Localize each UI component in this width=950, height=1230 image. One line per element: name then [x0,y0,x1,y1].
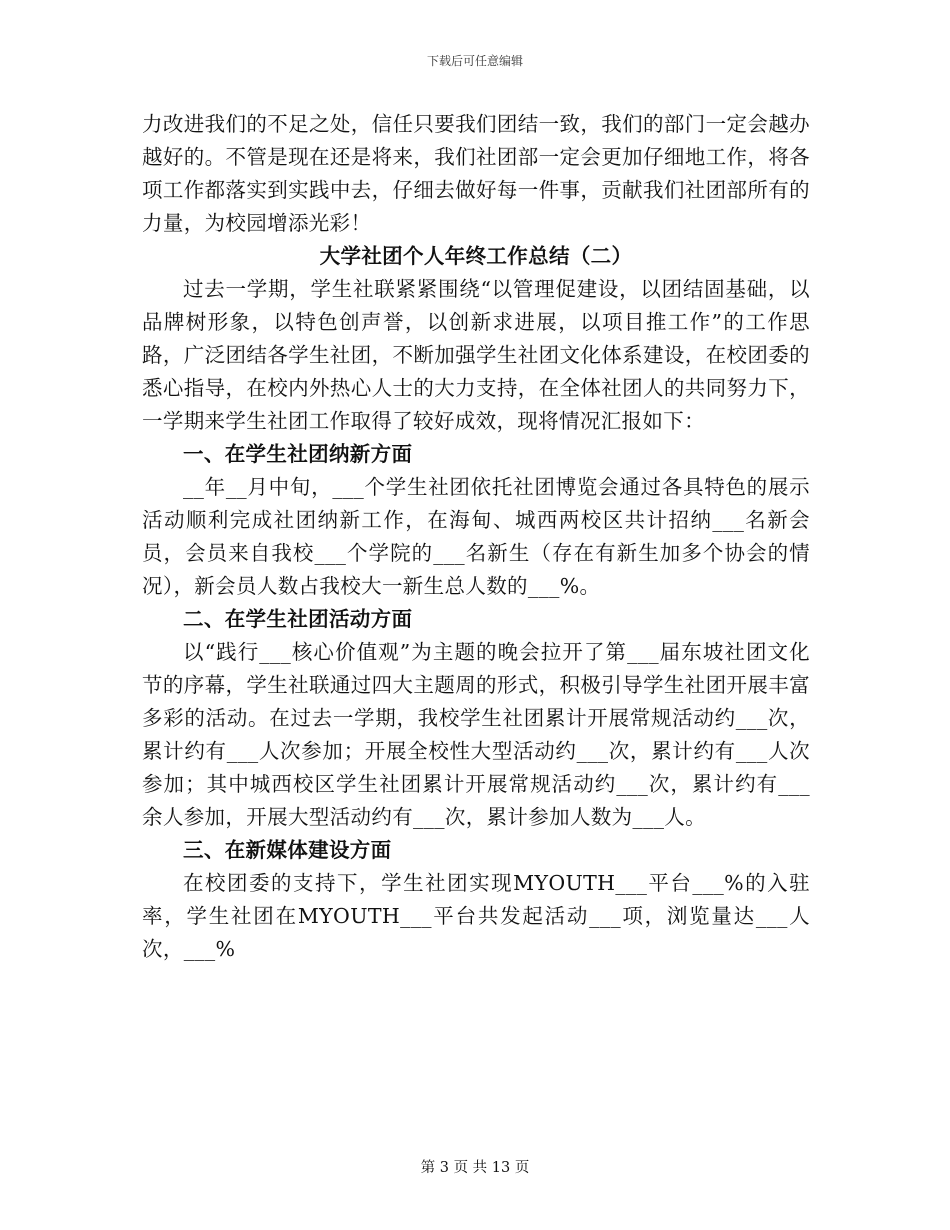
paragraph-intro: 过去一学期，学生社联紧紧围绕“以管理促建设，以团结固基础，以品牌树形象，以特色创声誉，以创新求进展，以项目推工作”的工作思路，广泛团结各学生社团，不断加强学生社团文化体系建设，在校团委的悉心指导，在校内外热心人士的大力支持，在全体社团人的共同努力下，一学期来学生社团工作取得了较好成效，现将情况汇报如下： [142,277,810,433]
paragraph-continued: 力改进我们的不足之处，信任只要我们团结一致，我们的部门一定会越办越好的。不管是现在还是将来，我们社团部一定会更加仔细地工作，将各项工作都落实到实践中去，仔细去做好每一件事，贡献我们社团部所有的力量，为校园增添光彩！ [142,112,810,235]
page-header: 下载后可任意编辑 [426,54,523,68]
paragraph-activities: 以“践行___核心价值观”为主题的晚会拉开了第___届东坡社团文化节的序幕，学生社联通过四大主题周的形式，积极引导学生社团开展丰富多彩的活动。在过去一学期，我校学生社团累计开展常规活动约___次，累计约有___人次参加；开展全校性大型活动约___次，累计约有___人次参加；其中城西校区学生社团累计开展常规活动约___次，累计约有___余人参加，开展大型活动约有___次，累计参加人数为___人。 [142,640,810,829]
section-heading-recruitment: 一、在学生社团纳新方面 [183,442,413,466]
section-heading-activities: 二、在学生社团活动方面 [183,607,413,631]
document-body [142,108,810,966]
paragraph-recruitment: __年__月中旬，___个学生社团依托社团博览会通过各具特色的展示活动顺利完成社团纳新工作，在海甸、城西两校区共计招纳___名新会员，会员来自我校___个学院的___名新生（存在有新生加多个协会的情况），新会员人数占我校大一新生总人数的___%。 [142,475,810,598]
document-title: 大学社团个人年终工作总结（二） [319,244,633,268]
section-heading-new-media: 三、在新媒体建设方面 [183,838,392,862]
page-footer: 第 3 页 共 13 页 [420,1160,530,1176]
paragraph-new-media: 在校团委的支持下，学生社团实现MYOUTH___平台___%的入驻率，学生社团在MYOUTH___平台共发起活动___项，浏览量达___人次，___% [142,871,810,961]
